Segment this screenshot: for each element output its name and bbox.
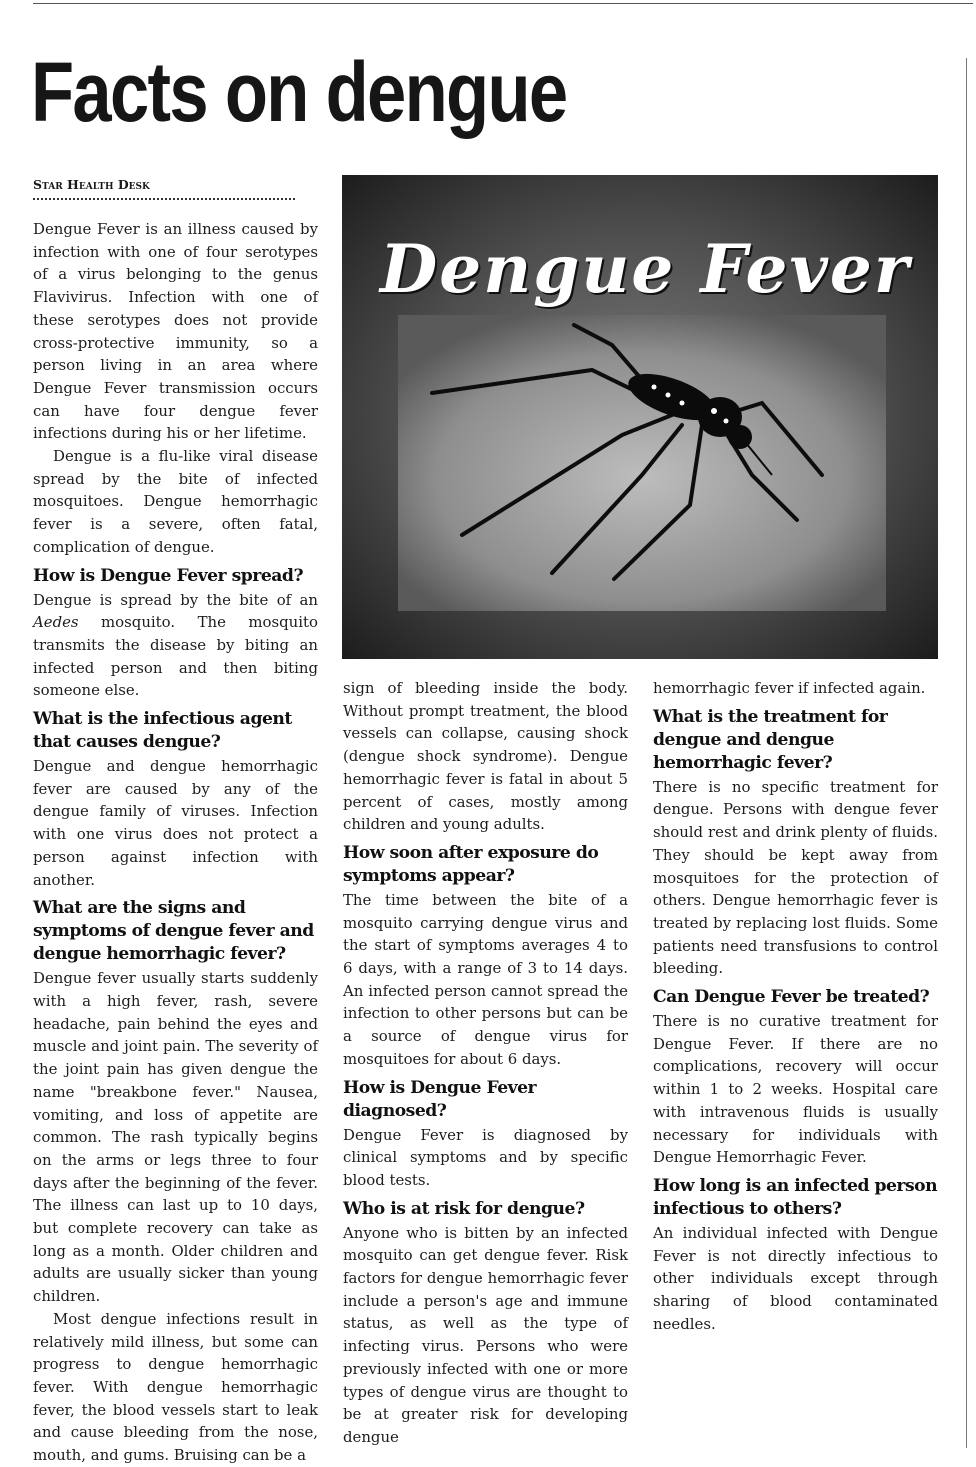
byline-divider xyxy=(33,198,295,200)
section-paragraph-risk-1: Anyone who is bitten by an infected mosquito can get dengue fever. Risk factors for dengue hemorrhagic fever include a person's age and immune status, as well as the type of infecting virus. Persons who were previously infected with one or more types of dengue virus are thought to be at greater risk for developing dengue xyxy=(343,1223,628,1446)
section-heading-agent: What is the infectious agent that causes dengue? xyxy=(33,709,292,753)
section-heading-risk: Who is at risk for dengue? xyxy=(343,1198,585,1219)
section-paragraph-exposure: The time between the bite of a mosquito carrying dengue virus and the start of symptoms averages 4 to 6 days, with a range of 3 to 14 days. An infected person cannot spread the infection to other persons but can be a source of dengue virus for mosquitoes for about 6 days. xyxy=(343,890,628,1068)
section-heading-infectious: How long is an infected person infectious to others? xyxy=(653,1175,938,1219)
section-heading-treatment: What is the treatment for dengue and dengue hemorrhagic fever? xyxy=(653,706,888,773)
section-paragraph-agent: Dengue and dengue hemorrhagic fever are caused by any of the dengue family of viruses. Infection with one virus does not protect a person against infection with another. xyxy=(33,757,318,889)
column-3 xyxy=(653,677,938,1335)
figure-title: Dengue Fever xyxy=(380,230,911,308)
headline: Facts on dengue xyxy=(31,45,567,139)
section-paragraph-symptoms-2: Most dengue infections result in relatively mild illness, but some can progress to dengue hemorrhagic fever. With dengue hemorrhagic fever, the blood vessels start to leak and cause bleeding from the nose, mouth, and gums. Bruising can be a xyxy=(33,1309,318,1465)
column-1 xyxy=(33,218,318,1467)
section-paragraph-symptoms-1: Dengue fever usually starts suddenly with a high fever, rash, severe headache, pain behind the eyes and muscle and joint pain. The severity of the joint pain has given dengue the name "breakbone fever." Nausea, vomiting, and loss of appetite are common. The rash typically begins on the arms or legs three to four days after the beginning of the fever. The illness can last up to 10 days, but complete recovery can take as long as a month. Older children and adults are usually sicker than young children. xyxy=(33,969,318,1306)
section-paragraph-symptoms-3: sign of bleeding inside the body. Without prompt treatment, the blood vessels can collapse, causing shock (dengue shock syndrome). Dengue hemorrhagic fever is fatal in about 5 percent of cases, mostly among children and young adults. xyxy=(343,679,628,834)
dengue-figure xyxy=(342,175,938,659)
intro-paragraph-1: Dengue Fever is an illness caused by infection with one of four serotypes of a virus belonging to the genus Flavivirus. Infection with one of these serotypes does not provide cross-protective immunity, so a person living in an area where Dengue Fever transmission occurs can have four dengue fever infections during his or her lifetime. xyxy=(33,220,318,443)
section-heading-diagnosed: How is Dengue Fever diagnosed? xyxy=(343,1077,537,1121)
intro-paragraph-2: Dengue is a flu-like viral disease spread by the bite of infected mosquitoes. Dengue hemorrhagic fever is a severe, often fatal, complication of dengue. xyxy=(33,447,318,556)
right-rule xyxy=(966,58,967,1448)
section-paragraph-spread xyxy=(33,589,318,703)
section-heading-exposure: How soon after exposure do symptoms appear? xyxy=(343,842,599,886)
section-paragraph-risk-2: hemorrhagic fever if infected again. xyxy=(653,679,926,697)
section-heading-spread: How is Dengue Fever spread? xyxy=(33,565,304,586)
section-heading-treated: Can Dengue Fever be treated? xyxy=(653,987,930,1008)
column-2 xyxy=(343,677,628,1449)
byline: Star Health Desk xyxy=(33,177,150,192)
section-paragraph-infectious: An individual infected with Dengue Fever is not directly infectious to other individuals except through sharing of blood contaminated needles. xyxy=(653,1223,938,1333)
text-run: mosquito. The mosquito transmits the disease by biting an infected person and then biting someone else. xyxy=(33,613,318,700)
italic-term: Aedes xyxy=(33,613,79,632)
text-run: Dengue is spread by the bite of an xyxy=(33,590,318,609)
section-paragraph-diagnosed: Dengue Fever is diagnosed by clinical symptoms and by specific blood tests. xyxy=(343,1125,628,1189)
section-heading-symptoms: What are the signs and symptoms of dengue fever and dengue hemorrhagic fever? xyxy=(33,898,314,965)
top-rule xyxy=(33,3,973,4)
section-paragraph-treatment: There is no specific treatment for dengue. Persons with dengue fever should rest and drink plenty of fluids. They should be kept away from mosquitoes for the protection of others. Dengue hemorrhagic fever is treated by replacing lost fluids. Some patients need transfusions to control bleeding. xyxy=(653,777,938,978)
section-paragraph-treated: There is no curative treatment for Dengue Fever. If there are no complications, recovery will occur within 1 to 2 weeks. Hospital care with intravenous fluids is usually necessary for individuals with Dengue Hemorrhagic Fever. xyxy=(653,1012,938,1167)
